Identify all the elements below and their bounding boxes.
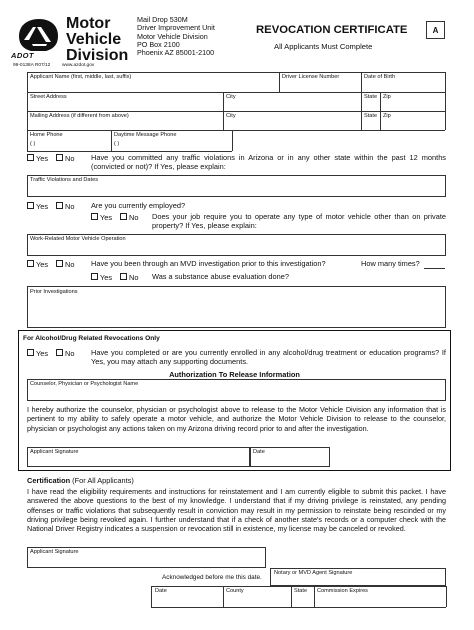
- street-address-field[interactable]: [28, 100, 222, 111]
- notary-state-field[interactable]: [292, 594, 313, 606]
- daytime-phone-field[interactable]: [139, 139, 229, 150]
- org-name-line2: Vehicle: [66, 31, 122, 48]
- certification-heading-suffix: (For All Applicants): [70, 476, 134, 485]
- checkbox-icon: [91, 273, 98, 280]
- checkbox-label: Yes: [36, 154, 49, 163]
- certification-heading-bold: Certification: [27, 476, 71, 485]
- checkbox-icon: [27, 202, 34, 209]
- alcohol-section-heading: For Alcohol/Drug Related Revocations Only: [23, 335, 160, 342]
- q2-no-checkbox[interactable]: [56, 202, 74, 211]
- page-subtitle: All Applicants Must Complete: [274, 42, 373, 51]
- state-label: State: [364, 94, 378, 100]
- certification-heading: [27, 476, 134, 485]
- date-of-birth-field[interactable]: [362, 80, 444, 92]
- address-line: PO Box 2100: [137, 39, 180, 49]
- mailing-zip-field[interactable]: [381, 119, 444, 130]
- q3-yes-checkbox[interactable]: [27, 260, 48, 269]
- q3a-no-checkbox[interactable]: [120, 273, 138, 282]
- checkbox-icon: [56, 260, 63, 267]
- logo-text: ADOT: [11, 51, 34, 60]
- checkbox-icon: [120, 273, 127, 280]
- checkbox-icon: [27, 349, 34, 356]
- authorization-heading: Authorization To Release Information: [169, 370, 300, 379]
- checkbox-icon: [27, 260, 34, 267]
- mailing-city-label: City: [226, 113, 236, 119]
- cert-signature-label: Applicant Signature: [30, 549, 79, 555]
- date-of-birth-label: Date of Birth: [364, 74, 396, 80]
- city-label: City: [226, 94, 236, 100]
- work-vehicle-label: Work-Related Motor Vehicle Operation: [30, 236, 126, 242]
- q2-text: Are you currently employed?: [91, 201, 186, 210]
- checkbox-label: No: [129, 273, 139, 282]
- applicant-name-field[interactable]: [28, 80, 278, 92]
- state-field[interactable]: [362, 100, 380, 111]
- form-number: 99-0138A R07/12: [13, 63, 51, 68]
- notary-date-field[interactable]: [152, 594, 222, 606]
- daytime-phone-paren: ( ): [114, 141, 120, 147]
- address-line: Phoenix AZ 85001-2100: [137, 48, 215, 58]
- q3-times-line[interactable]: [424, 268, 445, 269]
- checkbox-label: Yes: [100, 213, 113, 222]
- certification-text: I have read the eligibility requirements and instructions for reinstatement and I am currently eligible to submit this packet. I have answered the above questions to the best of my knowledge. I understand that if my driving privilege is reinstated, any pending offenses or traffic violations that subsequently result in conviction may result in my permission to reinstate being rescinded or my driving privilege being revoked again. I further understand that if a check of another state's records or a computer check with the National Driver Registry indicates a suspension or revocation still in existence, my license may be canceled or revoked.: [27, 487, 446, 534]
- traffic-violations-label: Traffic Violations and Dates: [30, 177, 98, 183]
- q3-no-checkbox[interactable]: [56, 260, 74, 269]
- q2a-yes-checkbox[interactable]: [91, 213, 112, 222]
- counselor-name-label: Counselor, Physician or Psychologist Name: [30, 381, 139, 387]
- prior-investigations-box[interactable]: [27, 286, 446, 328]
- home-phone-paren: ( ): [30, 141, 36, 147]
- mailing-address-block: [137, 16, 215, 57]
- license-number-label: Driver License Number: [282, 74, 340, 80]
- checkbox-label: Yes: [36, 202, 49, 211]
- notary-date-label: Date: [155, 588, 167, 594]
- notary-county-label: County: [226, 588, 244, 594]
- address-line: Mail Drop 530M: [137, 15, 188, 24]
- alcohol-signature-label: Applicant Signature: [30, 449, 79, 455]
- checkbox-label: No: [129, 213, 139, 222]
- checkbox-label: No: [65, 349, 75, 358]
- website: www.azdot.gov: [62, 63, 95, 68]
- mailing-zip-label: Zip: [383, 113, 391, 119]
- notary-state-label: State: [294, 588, 308, 594]
- authorization-text: I hereby authorize the counselor, physician or psychologist above to release to the Motor Vehicle Division any information that is pertinent to my ability to safely operate a motor vehicle, and authorize the Motor Vehicle Division to release to the counselor, physician or psychologist any actions taken on my Arizona driving record prior to and after the investigation.: [27, 405, 446, 433]
- checkbox-icon: [91, 213, 98, 220]
- address-line: Driver Improvement Unit: [137, 23, 215, 33]
- prior-investigations-label: Prior Investigations: [30, 289, 78, 295]
- checkbox-label: Yes: [36, 349, 49, 358]
- acknowledged-text: Acknowledged before me this date.: [162, 574, 262, 581]
- q3-text: Have you been through an MVD investigation prior to this investigation?: [91, 259, 326, 268]
- street-address-label: Street Address: [30, 94, 67, 100]
- checkbox-icon: [56, 154, 63, 161]
- checkbox-icon: [56, 202, 63, 209]
- checkbox-label: No: [65, 154, 75, 163]
- q1-yes-checkbox[interactable]: [27, 154, 48, 163]
- alcohol-date-label: Date: [253, 449, 265, 455]
- checkbox-label: No: [65, 202, 75, 211]
- page-title: REVOCATION CERTIFICATE: [256, 24, 408, 36]
- checkbox-label: Yes: [100, 273, 113, 282]
- mailing-state-label: State: [364, 113, 378, 119]
- q3a-text: Was a substance abuse evaluation done?: [152, 272, 289, 281]
- mailing-city-field[interactable]: [224, 119, 360, 130]
- notary-label: Notary or MVD Agent Signature: [274, 570, 353, 576]
- org-name-line1: Motor: [66, 15, 111, 32]
- checkbox-icon: [120, 213, 127, 220]
- mailing-state-field[interactable]: [362, 119, 380, 130]
- alcohol-question-text: Have you completed or are you currently enrolled in any alcohol/drug treatment or education programs? If Yes, you may attach any supporting documents.: [91, 348, 446, 367]
- alcohol-no-checkbox[interactable]: [56, 349, 74, 358]
- notary-county-field[interactable]: [224, 594, 290, 606]
- home-phone-field[interactable]: [55, 139, 110, 150]
- city-field[interactable]: [224, 100, 360, 111]
- checkbox-label: No: [65, 260, 75, 269]
- q1-no-checkbox[interactable]: [56, 154, 74, 163]
- zip-field[interactable]: [381, 100, 444, 111]
- commission-expires-label: Commission Expires: [317, 588, 368, 594]
- form-letter-box: A: [426, 21, 445, 39]
- applicant-name-label: Applicant Name (first, middle, last, suffix): [30, 74, 132, 80]
- org-name-line3: Division: [66, 47, 129, 64]
- checkbox-icon: [27, 154, 34, 161]
- q3a-yes-checkbox[interactable]: [91, 273, 112, 282]
- daytime-phone-label: Daytime Message Phone: [114, 132, 177, 138]
- q2a-no-checkbox[interactable]: [120, 213, 138, 222]
- home-phone-label: Home Phone: [30, 132, 63, 138]
- commission-expires-field[interactable]: [315, 594, 445, 606]
- q1-text: Have you committed any traffic violations in Arizona or in any other state within the past 12 months (convicted or not)? If Yes, please explain:: [91, 153, 446, 172]
- license-number-field[interactable]: [280, 80, 360, 92]
- address-line: Motor Vehicle Division: [137, 31, 208, 41]
- checkbox-icon: [56, 349, 63, 356]
- zip-label: Zip: [383, 94, 391, 100]
- mailing-address-label: Mailing Address (if different from above): [30, 113, 129, 119]
- mailing-address-field[interactable]: [28, 119, 222, 130]
- alcohol-yes-checkbox[interactable]: [27, 349, 48, 358]
- q2-yes-checkbox[interactable]: [27, 202, 48, 211]
- checkbox-label: Yes: [36, 260, 49, 269]
- q3-times-label: How many times?: [361, 259, 420, 268]
- q2a-text: Does your job require you to operate any type of motor vehicle other than on private property? If Yes, please explain:: [152, 212, 446, 231]
